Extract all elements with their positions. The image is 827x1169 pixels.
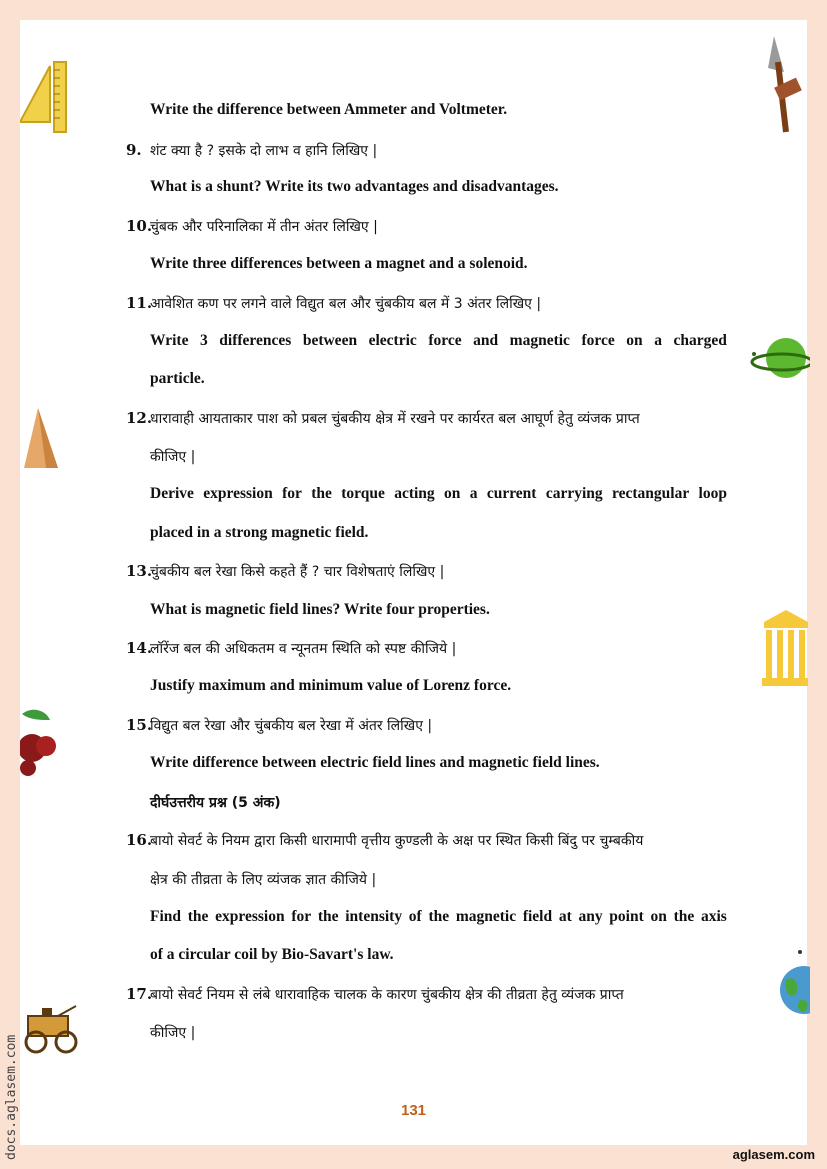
q14-english: Justify maximum and minimum value of Lorenz force.	[150, 677, 512, 694]
q11-number: 11.	[126, 294, 153, 312]
q16-hindi-line1: बायो सेवर्ट के नियम द्वारा किसी धारामापी वृत्तीय कुण्डली के अक्ष पर स्थित किसी बिंदु पर चुम्बकीय	[150, 833, 644, 849]
q17-hindi-line1: बायो सेवर्ट नियम से लंबे धारावाहिक चालक के कारण चुंबकीय क्षेत्र की तीव्रता हेतु व्यंजक प्राप्त	[150, 987, 624, 1003]
q16-hindi-line2: क्षेत्र की तीव्रता के लिए व्यंजक ज्ञात कीजिये |	[150, 872, 377, 888]
q16-number: 16.	[126, 831, 153, 849]
q9-number: 9.	[126, 141, 142, 159]
q12-hindi-line1: धारावाही आयताकार पाश को प्रबल चुंबकीय क्षेत्र में रखने पर कार्यरत बल आघूर्ण हेतु व्यंजक प्राप्त	[150, 411, 640, 427]
q10-english: Write three differences between a magnet and a solenoid.	[150, 255, 528, 272]
q9-hindi: शंट क्या है ? इसके दो लाभ व हानि लिखिए |	[150, 143, 378, 159]
q13-hindi: चुंबकीय बल रेखा किसे कहते हैं ? चार विशेषताएं लिखिए |	[150, 564, 445, 580]
ruler-icon	[20, 60, 68, 136]
temple-icon	[760, 608, 808, 688]
q10-hindi: चुंबक और परिनालिका में तीन अंतर लिखिए |	[150, 219, 378, 235]
q17-number: 17.	[126, 985, 153, 1003]
page-number: 131	[400, 1102, 427, 1119]
q12-number: 12.	[126, 409, 153, 427]
q16-english-line2: of a circular coil by Bio-Savart's law.	[150, 946, 394, 963]
planet-icon	[750, 334, 810, 384]
q17-hindi-line2: कीजिए |	[150, 1025, 196, 1041]
q14-number: 14.	[126, 639, 153, 657]
q11-hindi: आवेशित कण पर लगने वाले विद्युत बल और चुंबकीय बल में 3 अंतर लिखिए |	[150, 296, 542, 312]
q16-english-line1: Find the expression for the intensity of the magnetic field at any point on the axis	[150, 908, 727, 925]
q12-hindi-line2: कीजिए |	[150, 449, 196, 465]
watermark-text: docs.aglasem.com	[4, 1034, 19, 1160]
q15-number: 15.	[126, 716, 153, 734]
stone-tool-icon	[764, 32, 812, 136]
q12-english-line1: Derive expression for the torque acting on a current carrying rectangular loop	[150, 485, 727, 502]
q9-english: What is a shunt? Write its two advantages and disadvantages.	[150, 178, 559, 195]
section-heading: दीर्घउत्तरीय प्रश्न (5 अंक)	[150, 795, 281, 811]
q11-english-line2: particle.	[150, 370, 205, 387]
q14-hindi: लॉरेंज बल की अधिकतम व न्यूनतम स्थिति को स्पष्ट कीजिये |	[150, 641, 457, 657]
globe-icon	[778, 948, 810, 1020]
q8-english: Write the difference between Ammeter and Voltmeter.	[150, 101, 508, 118]
q10-number: 10.	[126, 217, 153, 235]
q13-english: What is magnetic field lines? Write four properties.	[150, 601, 490, 618]
vintage-car-icon	[18, 1002, 84, 1056]
brand-link[interactable]: aglasem.com	[732, 1147, 815, 1162]
q13-number: 13.	[126, 562, 153, 580]
q15-english: Write difference between electric field lines and magnetic field lines.	[150, 754, 600, 771]
pyramid-icon	[20, 406, 60, 470]
q11-english-line1: Write 3 differences between electric force and magnetic force on a charged	[150, 332, 727, 349]
q15-hindi: विद्युत बल रेखा और चुंबकीय बल रेखा में अंतर लिखिए |	[150, 718, 433, 734]
q12-english-line2: placed in a strong magnetic field.	[150, 524, 369, 541]
fruit-icon	[20, 706, 60, 778]
